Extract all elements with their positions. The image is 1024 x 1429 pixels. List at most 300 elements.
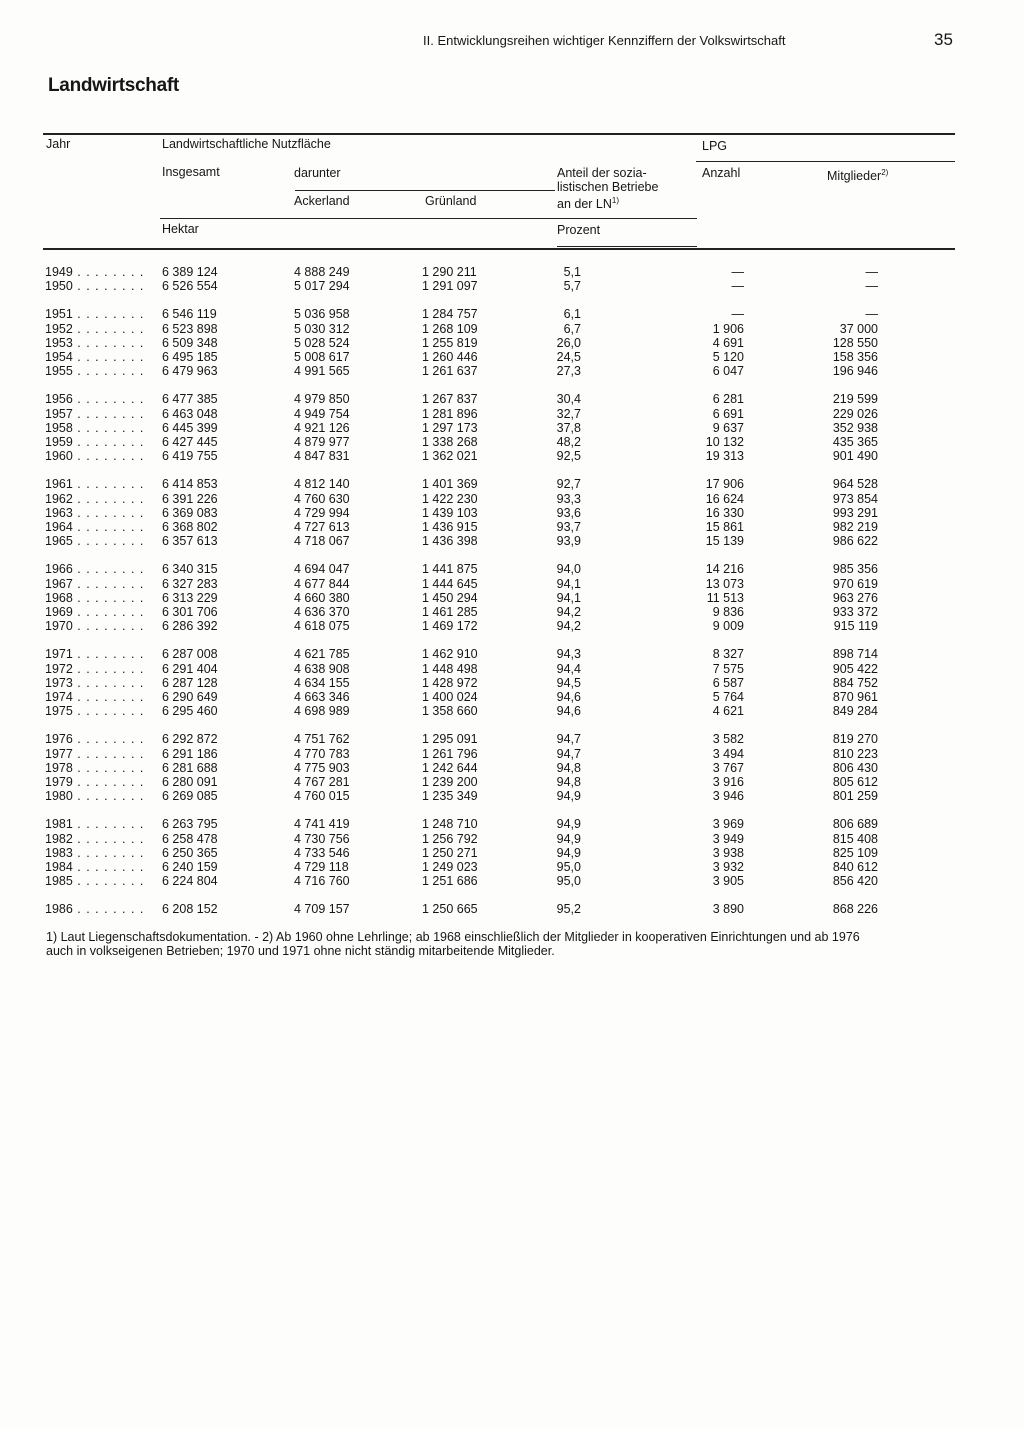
- ackerland-cell: 4 733 546: [294, 845, 350, 860]
- leader-dots: . . . . . . . .: [72, 420, 145, 435]
- gruenland-cell: 1 448 498: [422, 661, 478, 676]
- lpg-mitglieder-cell: 128 550: [832, 335, 878, 350]
- footnotes: [46, 930, 956, 958]
- ackerland-cell: 4 634 155: [294, 675, 350, 690]
- anteil-percent-cell: 94,9: [556, 789, 581, 804]
- lpg-mitglieder-cell: 985 356: [832, 562, 878, 577]
- leader-dots: . . . . . . . .: [72, 534, 145, 549]
- ackerland-cell: 4 729 118: [294, 860, 349, 874]
- leader-dots: . . . . . . . .: [72, 590, 145, 605]
- anteil-percent-cell: 94,0: [556, 562, 581, 577]
- total-hectare-cell: 6 414 853: [162, 477, 218, 492]
- ackerland-cell: 5 008 617: [294, 350, 350, 364]
- year-label: 1958: [45, 420, 73, 435]
- ackerland-cell: 4 618 075: [294, 619, 350, 634]
- footnote-ref-2: 2): [881, 168, 889, 177]
- lpg-anzahl-cell: 17 906: [705, 477, 744, 492]
- table-row: [0, 520, 1024, 534]
- anteil-percent-cell: 94,9: [556, 845, 581, 860]
- total-hectare-cell: 6 290 649: [162, 690, 218, 704]
- gruenland-cell: 1 267 837: [422, 392, 478, 407]
- anteil-percent-cell: 26,0: [556, 335, 581, 350]
- gruenland-cell: 1 469 172: [422, 619, 478, 634]
- lpg-mitglieder-cell: 963 276: [832, 590, 878, 605]
- lpg-mitglieder-cell: 435 365: [832, 435, 878, 449]
- total-hectare-cell: 6 301 706: [162, 605, 218, 619]
- lpg-anzahl-cell: 6 281: [712, 392, 744, 407]
- year-label: 1968: [45, 590, 73, 605]
- lpg-anzahl-cell: —: [731, 279, 744, 294]
- year-cell: [45, 789, 145, 803]
- lpg-anzahl-cell: 16 330: [705, 505, 744, 520]
- anteil-percent-cell: 92,5: [556, 449, 581, 464]
- table-row: [0, 307, 1024, 321]
- ackerland-cell: 4 741 419: [294, 817, 350, 832]
- lpg-mitglieder-cell: 158 356: [832, 350, 878, 364]
- leader-dots: . . . . . . . .: [72, 605, 145, 619]
- lpg-anzahl-cell: 3 905: [712, 874, 744, 889]
- anteil-percent-cell: 6,7: [563, 321, 581, 336]
- year-label: 1978: [45, 760, 73, 775]
- table-row: [0, 775, 1024, 789]
- gruenland-cell: 1 444 645: [422, 576, 478, 591]
- anteil-percent-cell: 94,8: [556, 760, 581, 775]
- ackerland-cell: 4 638 908: [294, 661, 350, 676]
- year-label: 1976: [45, 732, 73, 747]
- table-row: [0, 435, 1024, 449]
- running-header: II. Entwicklungsreihen wichtiger Kennziffern der Volkswirtschaft: [423, 33, 786, 48]
- table-row: [0, 336, 1024, 350]
- leader-dots: . . . . . . . .: [72, 845, 145, 860]
- table-row: [0, 619, 1024, 633]
- total-hectare-cell: 6 445 399: [162, 420, 218, 435]
- table-row: [0, 534, 1024, 548]
- anteil-percent-cell: 94,9: [556, 817, 581, 832]
- leader-dots: . . . . . . . .: [72, 576, 145, 591]
- lpg-anzahl-cell: —: [731, 307, 744, 322]
- lpg-anzahl-cell: 5 764: [712, 690, 744, 704]
- gruenland-cell: 1 362 021: [422, 449, 478, 464]
- lpg-anzahl-cell: 4 621: [712, 704, 744, 719]
- header-gruenland: Grünland: [425, 194, 477, 208]
- table-row: [0, 846, 1024, 860]
- gruenland-cell: 1 295 091: [422, 732, 478, 747]
- lpg-anzahl-cell: 3 890: [712, 902, 744, 917]
- year-label: 1953: [45, 335, 73, 350]
- lpg-anzahl-cell: 4 691: [712, 335, 744, 350]
- lpg-mitglieder-cell: 898 714: [832, 647, 878, 662]
- lpg-anzahl-cell: 3 767: [712, 760, 744, 775]
- lpg-mitglieder-cell: —: [865, 307, 878, 322]
- year-cell: [45, 605, 145, 619]
- lpg-mitglieder-cell: 982 219: [832, 520, 878, 534]
- year-cell: [45, 279, 145, 293]
- year-label: 1959: [45, 435, 73, 449]
- total-hectare-cell: 6 280 091: [162, 775, 218, 789]
- total-hectare-cell: 6 327 283: [162, 576, 218, 591]
- gruenland-cell: 1 439 103: [422, 505, 478, 520]
- lpg-anzahl-cell: 19 313: [705, 449, 744, 464]
- year-cell: [45, 846, 145, 860]
- total-hectare-cell: 6 313 229: [162, 590, 218, 605]
- year-label: 1986: [45, 902, 73, 917]
- lpg-anzahl-cell: 5 120: [712, 350, 744, 364]
- leader-dots: . . . . . . . .: [72, 321, 145, 336]
- lpg-mitglieder-cell: 915 119: [833, 619, 878, 634]
- header-anteil: [557, 166, 658, 211]
- gruenland-cell: 1 291 097: [422, 279, 478, 294]
- section-title: Landwirtschaft: [48, 75, 179, 96]
- anteil-percent-cell: 94,2: [556, 619, 581, 634]
- gruenland-cell: 1 260 446: [422, 350, 478, 364]
- leader-dots: . . . . . . . .: [72, 874, 145, 889]
- lpg-mitglieder-cell: 901 490: [832, 449, 878, 464]
- footnote-line-1: 1) Laut Liegenschaftsdokumentation. - 2) Ab 1960 ohne Lehrlinge; ab 1968 einschließlich der Mitglieder in kooperativen Einrichtungen und ab 1976: [46, 930, 860, 944]
- anteil-percent-cell: 32,7: [556, 406, 581, 421]
- leader-dots: . . . . . . . .: [72, 562, 145, 577]
- year-label: 1955: [45, 364, 73, 379]
- total-hectare-cell: 6 240 159: [162, 860, 218, 874]
- header-ackerland: Ackerland: [294, 194, 350, 208]
- year-cell: [45, 747, 145, 761]
- lpg-mitglieder-cell: 810 223: [832, 746, 878, 761]
- table-row: [0, 704, 1024, 718]
- leader-dots: . . . . . . . .: [72, 690, 145, 704]
- header-mitglieder-wrap: [827, 166, 888, 183]
- lpg-anzahl-cell: 14 216: [705, 562, 744, 577]
- year-label: 1964: [45, 520, 73, 534]
- total-hectare-cell: 6 495 185: [162, 350, 218, 364]
- gruenland-cell: 1 239 200: [422, 775, 478, 789]
- table-row: [0, 506, 1024, 520]
- lpg-anzahl-cell: 6 691: [712, 406, 744, 421]
- leader-dots: . . . . . . . .: [72, 449, 145, 464]
- ackerland-cell: 5 030 312: [294, 321, 350, 336]
- total-hectare-cell: 6 391 226: [162, 491, 218, 506]
- gruenland-cell: 1 250 271: [422, 845, 478, 860]
- lpg-mitglieder-cell: 806 689: [832, 817, 878, 832]
- year-cell: [45, 520, 145, 534]
- leader-dots: . . . . . . . .: [72, 704, 145, 719]
- anteil-percent-cell: 93,6: [556, 505, 581, 520]
- table-row: [0, 322, 1024, 336]
- lpg-anzahl-cell: 3 582: [712, 732, 744, 747]
- year-cell: [45, 534, 145, 548]
- ackerland-cell: 4 775 903: [294, 760, 350, 775]
- gruenland-cell: 1 261 637: [422, 364, 478, 379]
- lpg-anzahl-cell: 10 132: [705, 435, 744, 449]
- leader-dots: . . . . . . . .: [72, 350, 145, 364]
- gruenland-cell: 1 436 915: [422, 520, 478, 534]
- year-label: 1949: [45, 265, 73, 279]
- ackerland-cell: 4 660 380: [294, 590, 350, 605]
- leader-dots: . . . . . . . .: [72, 860, 145, 874]
- ackerland-cell: 4 663 346: [294, 690, 350, 704]
- table-row: [0, 789, 1024, 803]
- year-label: 1969: [45, 605, 73, 619]
- anteil-percent-cell: 24,5: [556, 350, 581, 364]
- lpg-anzahl-cell: 7 575: [712, 661, 744, 676]
- year-label: 1951: [45, 307, 73, 322]
- table-row: [0, 605, 1024, 619]
- gruenland-cell: 1 249 023: [422, 860, 478, 874]
- year-label: 1967: [45, 576, 73, 591]
- total-hectare-cell: 6 291 186: [162, 746, 218, 761]
- year-cell: [45, 392, 145, 406]
- ackerland-cell: 4 677 844: [294, 576, 350, 591]
- ackerland-cell: 4 812 140: [294, 477, 350, 492]
- anteil-percent-cell: 30,4: [556, 392, 581, 407]
- total-hectare-cell: 6 463 048: [162, 406, 218, 421]
- lpg-rule: [696, 161, 955, 162]
- leader-dots: . . . . . . . .: [72, 760, 145, 775]
- table-row: [0, 732, 1024, 746]
- table-row: [0, 449, 1024, 463]
- ackerland-cell: 4 718 067: [294, 534, 350, 549]
- gruenland-cell: 1 461 285: [422, 605, 478, 619]
- lpg-mitglieder-cell: 801 259: [832, 789, 878, 804]
- ackerland-cell: 4 979 850: [294, 392, 350, 407]
- gruenland-cell: 1 248 710: [422, 817, 478, 832]
- gruenland-cell: 1 284 757: [422, 307, 478, 322]
- leader-dots: . . . . . . . .: [72, 647, 145, 662]
- gruenland-cell: 1 358 660: [422, 704, 478, 719]
- total-hectare-cell: 6 357 613: [162, 534, 218, 549]
- total-hectare-cell: 6 292 872: [162, 732, 218, 747]
- year-cell: [45, 704, 145, 718]
- anteil-percent-cell: 94,2: [556, 605, 581, 619]
- lpg-mitglieder-cell: 219 599: [832, 392, 878, 407]
- table-row: [0, 477, 1024, 491]
- lpg-mitglieder-cell: 964 528: [832, 477, 878, 492]
- leader-dots: . . . . . . . .: [72, 732, 145, 747]
- ackerland-cell: 4 621 785: [294, 647, 350, 662]
- year-cell: [45, 591, 145, 605]
- ackerland-cell: 4 694 047: [294, 562, 350, 577]
- lpg-anzahl-cell: 9 836: [712, 605, 744, 619]
- leader-dots: . . . . . . . .: [72, 661, 145, 676]
- anteil-percent-cell: 95,2: [556, 902, 581, 917]
- total-hectare-cell: 6 368 802: [162, 520, 218, 534]
- total-hectare-cell: 6 208 152: [162, 902, 218, 917]
- year-label: 1965: [45, 534, 73, 549]
- lpg-anzahl-cell: 13 073: [705, 576, 744, 591]
- year-label: 1985: [45, 874, 73, 889]
- year-label: 1973: [45, 675, 73, 690]
- anteil-percent-cell: 94,3: [556, 647, 581, 662]
- header-jahr: Jahr: [46, 137, 71, 151]
- header-darunter: darunter: [294, 166, 341, 180]
- table-row: [0, 265, 1024, 279]
- anteil-percent-cell: 92,7: [556, 477, 581, 492]
- lpg-mitglieder-cell: 993 291: [832, 505, 878, 520]
- lpg-mitglieder-cell: 805 612: [832, 775, 878, 789]
- table-row: [0, 562, 1024, 576]
- gruenland-cell: 1 450 294: [422, 590, 478, 605]
- total-hectare-cell: 6 477 385: [162, 392, 218, 407]
- header-nutzflaeche: Landwirtschaftliche Nutzfläche: [162, 137, 331, 151]
- table-row: [0, 492, 1024, 506]
- year-label: 1972: [45, 661, 73, 676]
- year-label: 1952: [45, 321, 73, 336]
- anteil-percent-cell: 94,1: [556, 590, 581, 605]
- ackerland-cell: 4 751 762: [294, 732, 350, 747]
- leader-dots: . . . . . . . .: [72, 406, 145, 421]
- year-cell: [45, 336, 145, 350]
- lpg-mitglieder-cell: 825 109: [832, 845, 878, 860]
- year-cell: [45, 435, 145, 449]
- year-label: 1981: [45, 817, 73, 832]
- lpg-anzahl-cell: 3 494: [712, 746, 744, 761]
- leader-dots: . . . . . . . .: [72, 619, 145, 634]
- year-cell: [45, 817, 145, 831]
- header-anzahl: Anzahl: [702, 166, 741, 180]
- ackerland-cell: 4 770 783: [294, 746, 350, 761]
- darunter-rule: [295, 190, 555, 191]
- gruenland-cell: 1 422 230: [422, 491, 478, 506]
- anteil-percent-cell: 95,0: [556, 860, 581, 874]
- ackerland-cell: 4 991 565: [294, 364, 350, 379]
- gruenland-cell: 1 297 173: [422, 420, 478, 435]
- gruenland-cell: 1 235 349: [422, 789, 478, 804]
- total-hectare-cell: 6 546 119: [162, 307, 217, 322]
- lpg-anzahl-cell: 16 624: [705, 491, 744, 506]
- year-cell: [45, 619, 145, 633]
- table-row: [0, 577, 1024, 591]
- year-label: 1979: [45, 775, 73, 789]
- year-cell: [45, 421, 145, 435]
- year-cell: [45, 676, 145, 690]
- lpg-mitglieder-cell: 819 270: [832, 732, 878, 747]
- lpg-anzahl-cell: 15 139: [705, 534, 744, 549]
- table-row: [0, 364, 1024, 378]
- header-unit-prozent: Prozent: [557, 223, 601, 237]
- ackerland-cell: 4 636 370: [294, 605, 350, 619]
- year-label: 1962: [45, 491, 73, 506]
- year-label: 1957: [45, 406, 73, 421]
- total-hectare-cell: 6 263 795: [162, 817, 218, 832]
- leader-dots: . . . . . . . .: [72, 477, 145, 492]
- total-hectare-cell: 6 250 365: [162, 845, 218, 860]
- anteil-percent-cell: 5,7: [563, 279, 581, 294]
- leader-dots: . . . . . . . .: [72, 364, 145, 379]
- year-cell: [45, 307, 145, 321]
- year-cell: [45, 832, 145, 846]
- lpg-anzahl-cell: 8 327: [712, 647, 744, 662]
- total-hectare-cell: 6 369 083: [162, 505, 218, 520]
- total-hectare-cell: 6 287 008: [162, 647, 218, 662]
- ackerland-cell: 4 949 754: [294, 406, 350, 421]
- anteil-percent-cell: 94,7: [556, 746, 581, 761]
- header-unit-hektar: Hektar: [162, 222, 199, 236]
- table-row: [0, 392, 1024, 406]
- table-row: [0, 279, 1024, 293]
- year-cell: [45, 265, 145, 279]
- year-label: 1977: [45, 746, 73, 761]
- leader-dots: . . . . . . . .: [72, 279, 145, 294]
- gruenland-cell: 1 251 686: [422, 874, 478, 889]
- page-number: 35: [934, 30, 953, 49]
- leader-dots: . . . . . . . .: [72, 746, 145, 761]
- ackerland-cell: 5 028 524: [294, 335, 350, 350]
- lpg-mitglieder-cell: —: [865, 265, 878, 279]
- anteil-percent-cell: 94,9: [556, 831, 581, 846]
- year-cell: [45, 449, 145, 463]
- year-label: 1950: [45, 279, 73, 294]
- total-hectare-cell: 6 291 404: [162, 661, 218, 676]
- footnote-line-2: auch in volkseigenen Betrieben; 1970 und 1971 ohne nicht ständig mitarbeitende Mitglieder.: [46, 944, 555, 958]
- lpg-anzahl-cell: 3 916: [712, 775, 744, 789]
- table-row: [0, 676, 1024, 690]
- lpg-mitglieder-cell: 933 372: [832, 605, 878, 619]
- gruenland-cell: 1 436 398: [422, 534, 478, 549]
- table-row: [0, 662, 1024, 676]
- year-label: 1983: [45, 845, 73, 860]
- ackerland-cell: 4 760 015: [294, 789, 350, 804]
- lpg-mitglieder-cell: 815 408: [832, 831, 878, 846]
- lpg-anzahl-cell: 3 969: [712, 817, 744, 832]
- total-hectare-cell: 6 419 755: [162, 449, 218, 464]
- leader-dots: . . . . . . . .: [72, 435, 145, 449]
- header-anteil-line2: listischen Betriebe: [557, 180, 659, 194]
- lpg-mitglieder-cell: 196 946: [832, 364, 878, 379]
- lpg-mitglieder-cell: 870 961: [832, 690, 878, 704]
- gruenland-cell: 1 428 972: [422, 675, 478, 690]
- lpg-mitglieder-cell: 973 854: [832, 491, 878, 506]
- lpg-mitglieder-cell: 856 420: [832, 874, 878, 889]
- leader-dots: . . . . . . . .: [72, 491, 145, 506]
- lpg-anzahl-cell: 15 861: [705, 520, 744, 534]
- ackerland-cell: 4 760 630: [294, 491, 350, 506]
- leader-dots: . . . . . . . .: [72, 265, 145, 279]
- header-insgesamt: Insgesamt: [162, 165, 220, 179]
- lpg-mitglieder-cell: 868 226: [832, 902, 878, 917]
- ackerland-cell: 4 709 157: [294, 902, 350, 917]
- year-cell: [45, 477, 145, 491]
- table-row: [0, 747, 1024, 761]
- leader-dots: . . . . . . . .: [72, 775, 145, 789]
- year-cell: [45, 662, 145, 676]
- header-anteil-line3: an der LN: [557, 197, 612, 212]
- lpg-anzahl-cell: 6 047: [712, 364, 744, 379]
- anteil-percent-cell: 93,9: [556, 534, 581, 549]
- anteil-percent-cell: 94,1: [556, 576, 581, 591]
- year-cell: [45, 322, 145, 336]
- ackerland-cell: 4 767 281: [294, 775, 350, 789]
- lpg-anzahl-cell: 1 906: [712, 321, 744, 336]
- footnote-ref-1: 1): [611, 196, 620, 205]
- lpg-mitglieder-cell: 986 622: [832, 534, 878, 549]
- lpg-anzahl-cell: 3 949: [712, 831, 744, 846]
- year-label: 1956: [45, 392, 73, 407]
- year-cell: [45, 732, 145, 746]
- lpg-mitglieder-cell: 352 938: [832, 420, 878, 435]
- year-cell: [45, 902, 145, 916]
- year-cell: [45, 690, 145, 704]
- leader-dots: . . . . . . . .: [72, 831, 145, 846]
- ackerland-cell: 4 879 977: [294, 435, 350, 449]
- header-lpg: LPG: [702, 139, 728, 153]
- lpg-mitglieder-cell: 37 000: [839, 321, 878, 336]
- lpg-anzahl-cell: 3 946: [712, 789, 744, 804]
- anteil-percent-cell: 94,6: [556, 704, 581, 719]
- leader-dots: . . . . . . . .: [72, 392, 145, 407]
- header-anteil-line3-wrap: [557, 194, 658, 211]
- ackerland-cell: 4 847 831: [294, 449, 350, 464]
- year-cell: [45, 647, 145, 661]
- table-row: [0, 690, 1024, 704]
- anteil-percent-cell: 6,1: [563, 307, 581, 322]
